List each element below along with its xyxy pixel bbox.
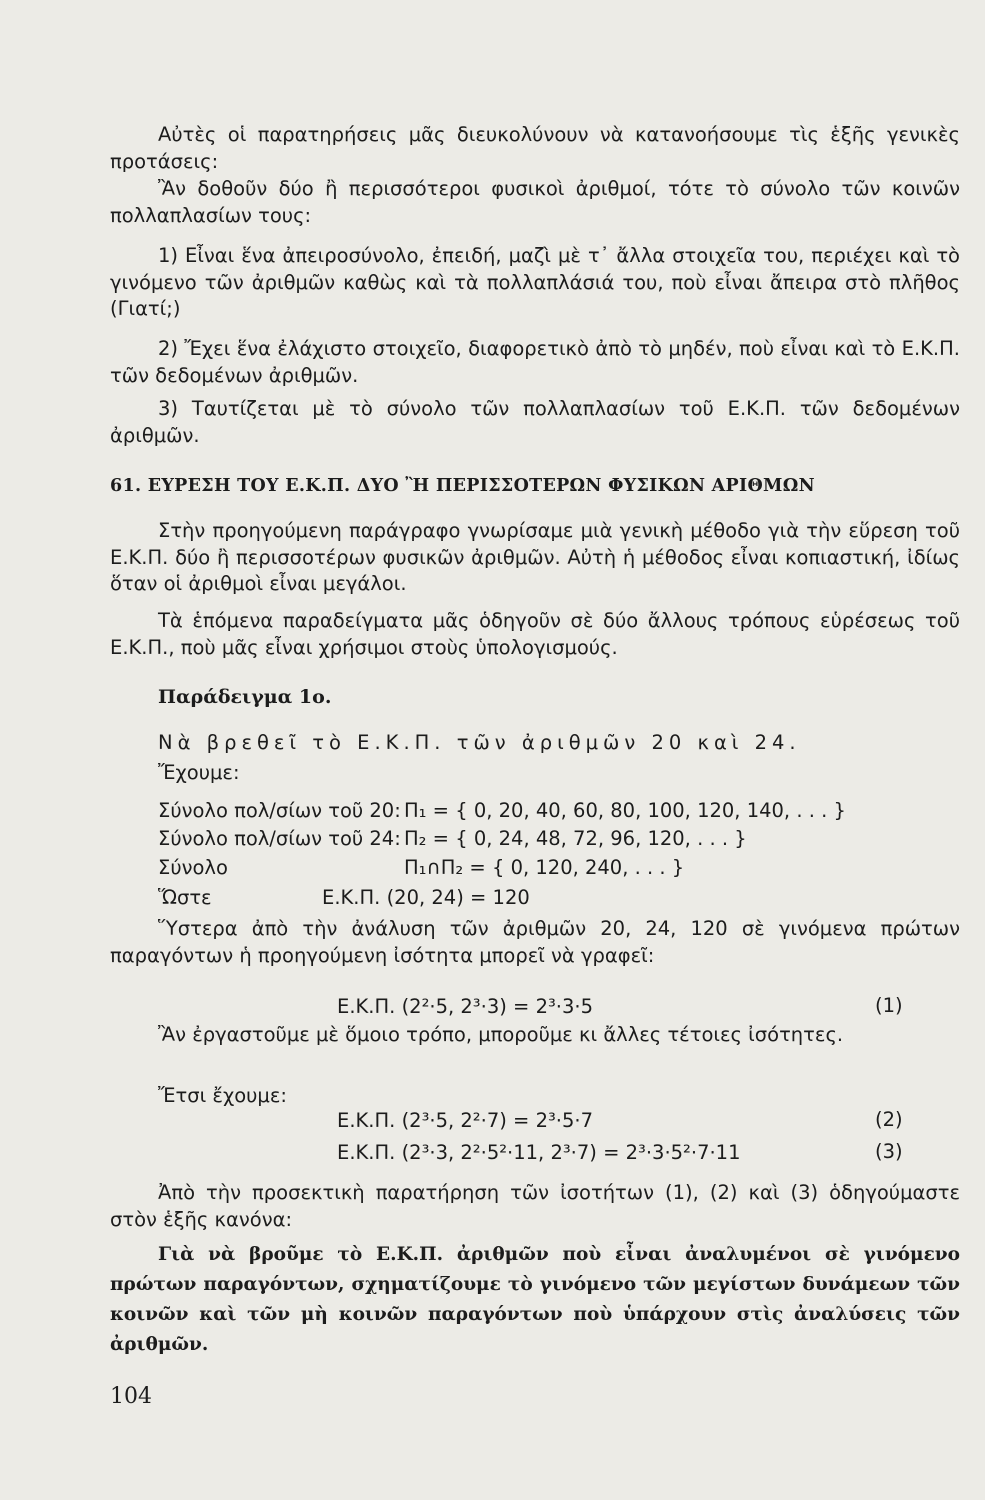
equation-1: Ε.Κ.Π. (2²·5, 2³·3) = 2³·3·5 <box>337 995 594 1018</box>
equation-2-number: (2) <box>875 1108 903 1131</box>
result-label: Ὥστε <box>158 886 212 909</box>
lcm-rule: Γιὰ νὰ βροῦμε τὸ Ε.Κ.Π. ἀριθμῶν ποὺ εἶναι ἀναλυμένοι σὲ γινόμενο πρώτων παραγόντων, σχηματίζουμε τὸ γινόμενο τῶν μεγίστων δυνάμεων τῶν κοινῶν καὶ τῶν μὴ κοινῶν παραγόντων ποὺ ὑπάρχουν στὶς ἀναλύσεις τῶν ἀριθμῶν. <box>110 1244 960 1355</box>
result-value: Ε.Κ.Π. (20, 24) = 120 <box>322 886 530 909</box>
equation-3-number: (3) <box>875 1140 903 1163</box>
multiples-20-label: Σύνολο πολ/σίων τοῦ 20: <box>158 799 401 822</box>
property-3: 3) Ταυτίζεται μὲ τὸ σύνολο τῶν πολλαπλασίων τοῦ Ε.Κ.Π. τῶν δεδομένων ἀριθμῶν. <box>110 397 960 447</box>
equation-3: Ε.Κ.Π. (2³·3, 2²·5²·11, 2³·7) = 2³·3·5²·7·11 <box>337 1141 741 1164</box>
intersection-label: Σύνολο <box>158 856 228 879</box>
similar-paragraph: Ἂν ἐργαστοῦμε μὲ ὅμοιο τρόπο, μποροῦμε κι ἄλλες τέτοιες ἰσότητες. <box>158 1023 844 1046</box>
equation-2: Ε.Κ.Π. (2³·5, 2²·7) = 2³·5·7 <box>337 1109 594 1132</box>
property-1: 1) Εἶναι ἕνα ἀπειροσύνολο, ἐπειδή, μαζὶ μὲ τ᾽ ἄλλα στοιχεῖα του, περιέχει καὶ τὸ γινόμενο τῶν ἀριθμῶν καθὼς καὶ τὰ πολλαπλάσιά του, ποὺ εἶναι ἄπειρα στὸ πλῆθος (Γιατί;) <box>110 244 960 320</box>
intersection-set: Π₁∩Π₂ = { 0, 120, 240, . . . } <box>404 856 685 879</box>
intro-paragraph-1: Αὐτὲς οἱ παρατηρήσεις μᾶς διευκολύνουν νὰ κατανοήσουμε τὶς ἑξῆς γενικὲς προτάσεις: <box>110 123 960 173</box>
section-heading: 61. ΕΥΡΕΣΗ ΤΟΥ Ε.Κ.Π. ΔΥΟ Ἢ ΠΕΡΙΣΣΟΤΕΡΩΝ ΦΥΣΙΚΩΝ ΑΡΙΘΜΩΝ <box>110 476 815 496</box>
intro-paragraph-2: Ἂν δοθοῦν δύο ἢ περισσότεροι φυσικοὶ ἀριθμοί, τότε τὸ σύνολο τῶν κοινῶν πολλαπλασίων τους: <box>110 177 960 227</box>
example-task: Νὰ βρεθεῖ τὸ Ε.Κ.Π. τῶν ἀριθμῶν 20 καὶ 24. <box>158 731 801 754</box>
property-2: 2) Ἔχει ἕνα ἐλάχιστο στοιχεῖο, διαφορετικὸ ἀπὸ τὸ μηδέν, ποὺ εἶναι καὶ τὸ Ε.Κ.Π. τῶν δεδομένων ἀριθμῶν. <box>110 337 960 387</box>
multiples-24-label: Σύνολο πολ/σίων τοῦ 24: <box>158 827 401 850</box>
analysis-paragraph: Ὕστερα ἀπὸ τὴν ἀνάλυση τῶν ἀριθμῶν 20, 24, 120 σὲ γινόμενα πρώτων παραγόντων ἡ προηγούμενη ἰσότητα μπορεῖ νὰ γραφεῖ: <box>110 917 960 967</box>
observation-paragraph: Ἀπὸ τὴν προσεκτικὴ παρατήρηση τῶν ἰσοτήτων (1), (2) καὶ (3) ὁδηγούμαστε στὸν ἑξῆς κανόνα: <box>110 1181 960 1231</box>
example-have: Ἔχουμε: <box>158 761 240 784</box>
equation-1-number: (1) <box>875 994 903 1017</box>
so-have-label: Ἔτσι ἔχουμε: <box>158 1084 287 1107</box>
page-number: 104 <box>110 1384 152 1409</box>
section-paragraph-1: Στὴν προηγούμενη παράγραφο γνωρίσαμε μιὰ γενικὴ μέθοδο γιὰ τὴν εὕρεση τοῦ Ε.Κ.Π. δύο ἢ περισσοτέρων φυσικῶν ἀριθμῶν. Αὐτὴ ἡ μέθοδος εἶναι κοπιαστική, ἰδίως ὅταν οἱ ἀριθμοὶ εἶναι μεγάλοι. <box>110 519 960 595</box>
multiples-24-set: Π₂ = { 0, 24, 48, 72, 96, 120, . . . } <box>404 827 747 850</box>
example-title: Παράδειγμα 1ο. <box>158 686 332 708</box>
section-paragraph-2: Τὰ ἑπόμενα παραδείγματα μᾶς ὁδηγοῦν σὲ δύο ἄλλους τρόπους εὑρέσεως τοῦ Ε.Κ.Π., ποὺ μᾶς εἶναι χρήσιμοι στοὺς ὑπολογισμούς. <box>110 609 960 659</box>
multiples-20-set: Π₁ = { 0, 20, 40, 60, 80, 100, 120, 140, . . . } <box>404 799 846 822</box>
